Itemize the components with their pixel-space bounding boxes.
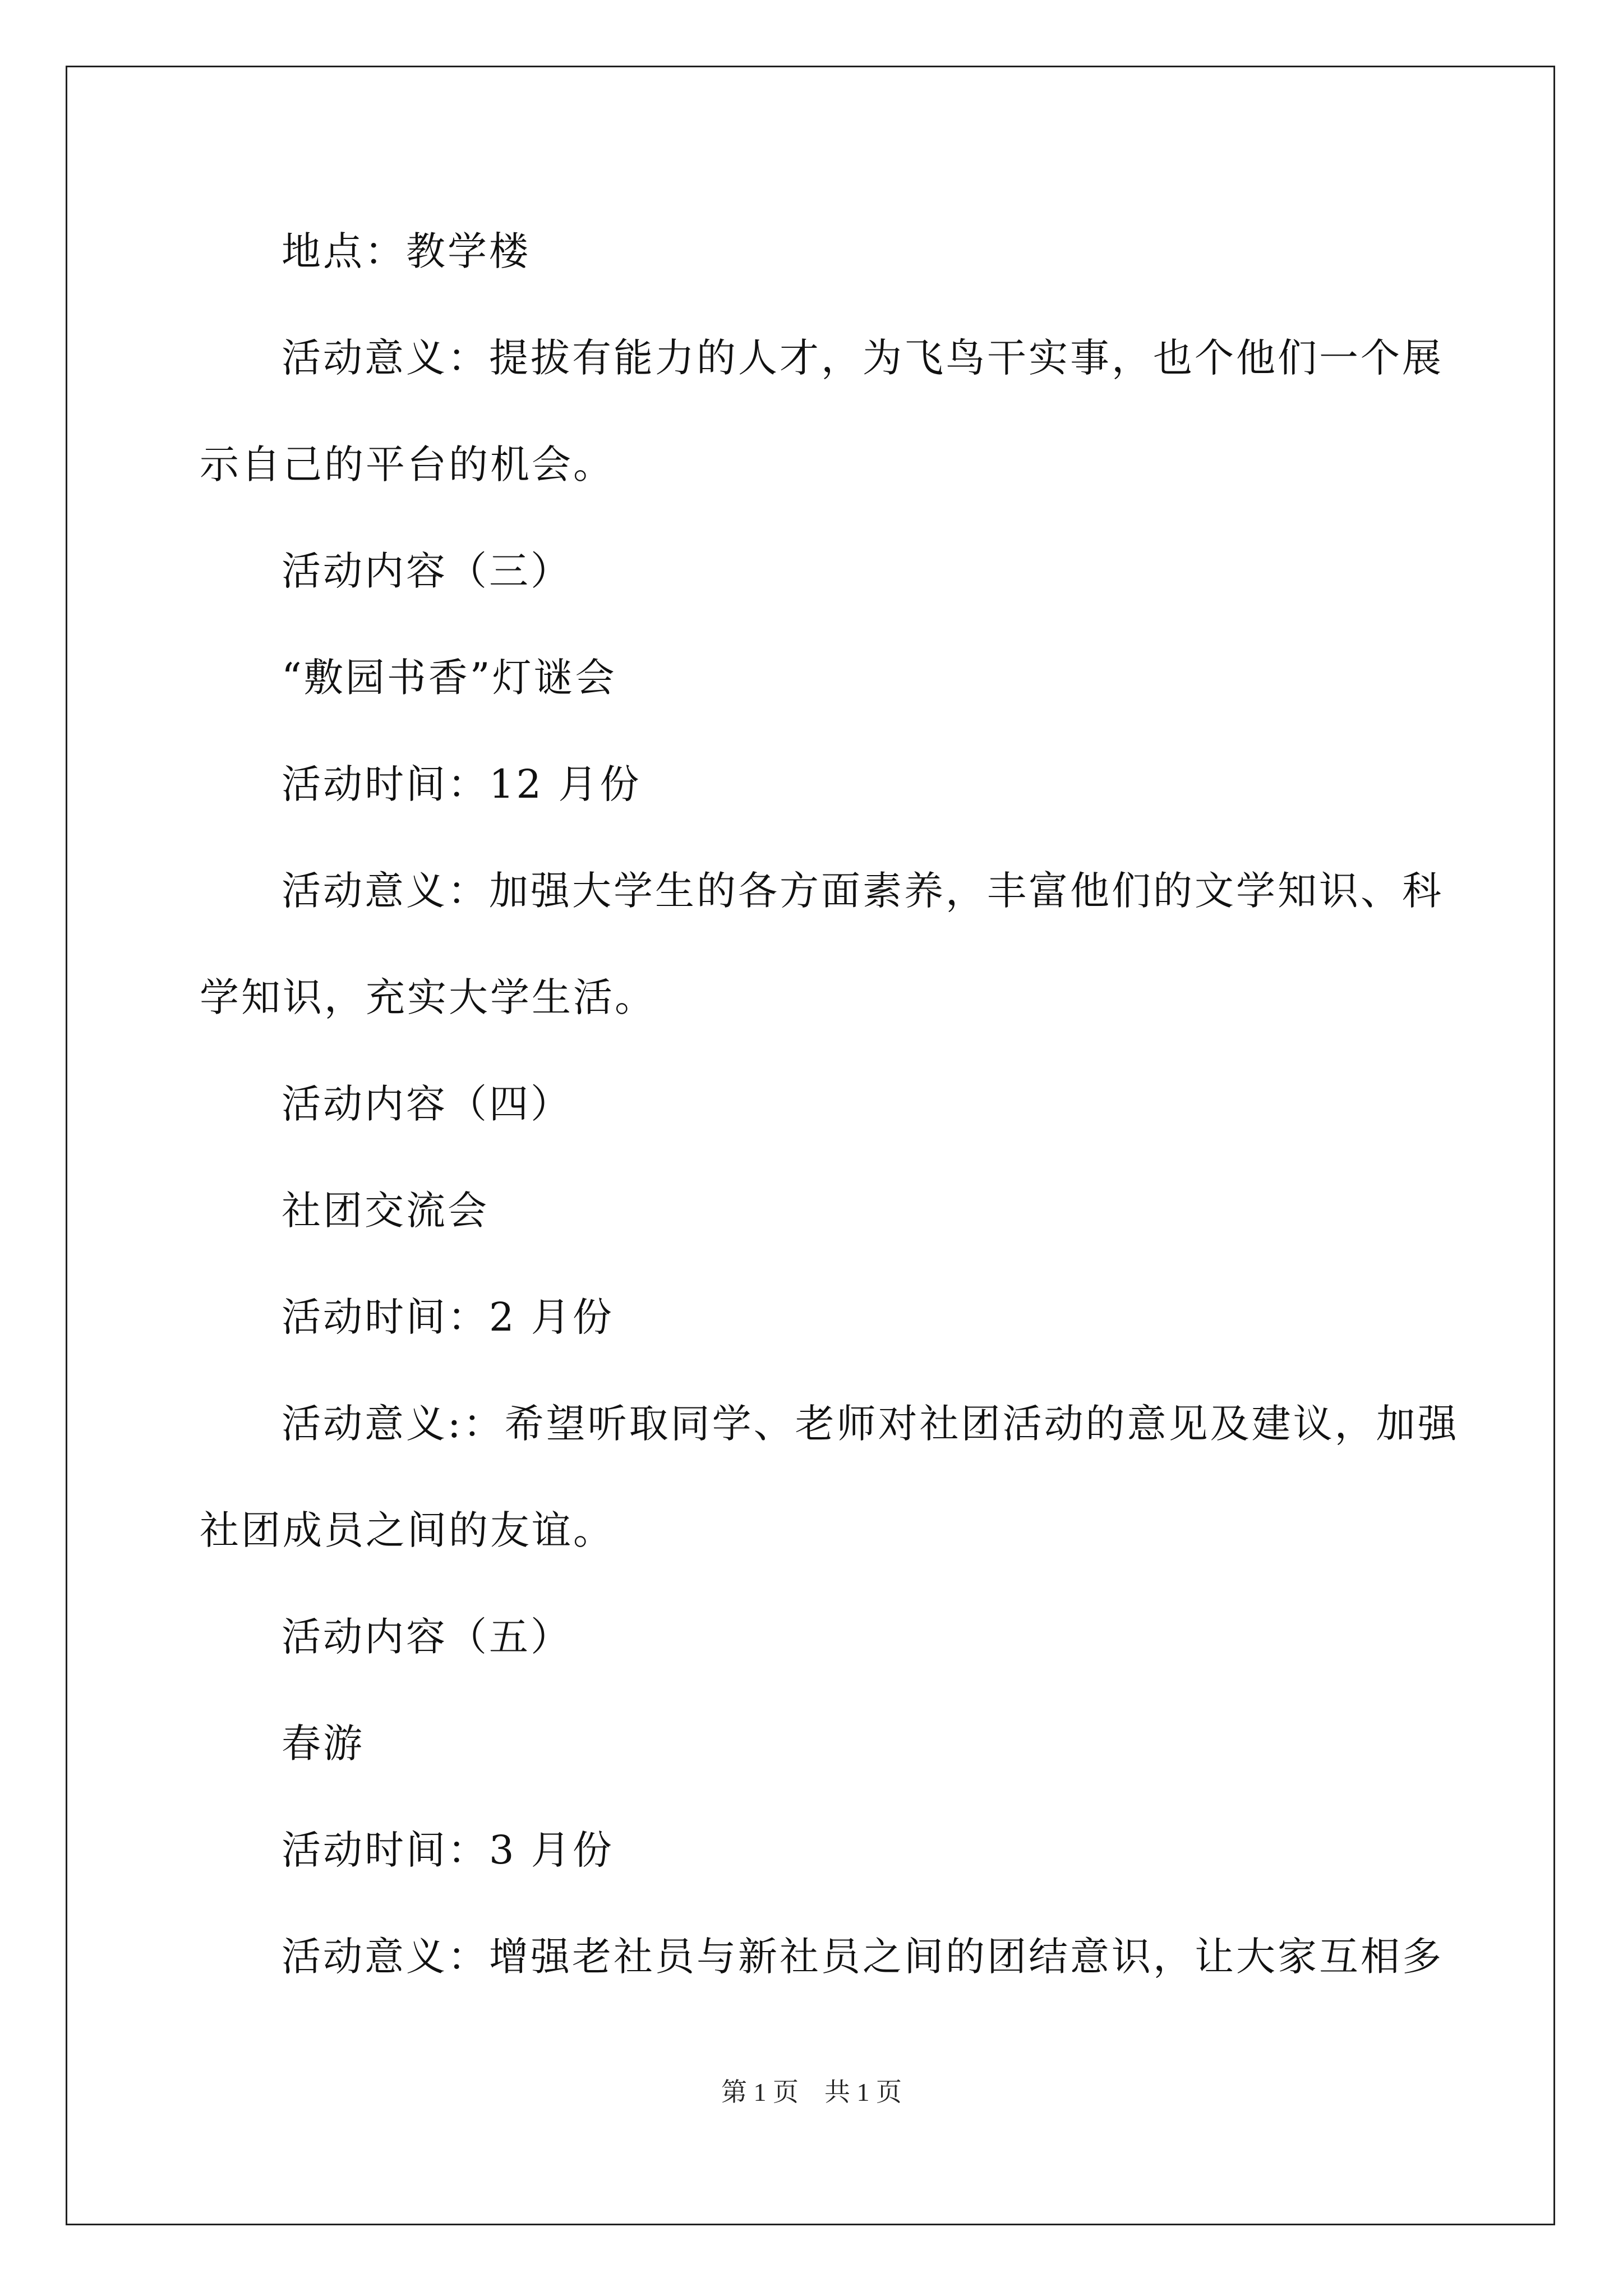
- paragraph-line: 活动意义：提拔有能力的人才，为飞鸟干实事，也个他们一个展: [282, 335, 1444, 381]
- paragraph-line: 活动时间：12 月份: [282, 761, 642, 807]
- paragraph-line: 地点：教学楼: [282, 228, 531, 274]
- page-number-footer: 第 1 页 共 1 页: [721, 2078, 902, 2106]
- paragraph-line: 活动内容（三）: [282, 548, 572, 594]
- paragraph-line: 春游: [282, 1720, 365, 1766]
- paragraph-line: 活动时间：2 月份: [282, 1294, 614, 1340]
- paragraph-line: 活动意义：加强大学生的各方面素养，丰富他们的文学知识、科: [282, 868, 1444, 914]
- paragraph-line: 社团交流会: [282, 1188, 489, 1234]
- paragraph-line: 活动内容（五）: [282, 1614, 572, 1660]
- paragraph-line: 社团成员之间的友谊。: [200, 1507, 615, 1553]
- paragraph-line: 活动内容（四）: [282, 1081, 572, 1127]
- paragraph-line: 活动意义:：希望听取同学、老师对社团活动的意见及建议，加强: [282, 1401, 1459, 1447]
- paragraph-line: 活动时间：3 月份: [282, 1827, 614, 1873]
- page-border: [66, 66, 1555, 2225]
- paragraph-line: “敷园书香”灯谜会: [282, 655, 617, 701]
- paragraph-line: 活动意义：增强老社员与新社员之间的团结意识，让大家互相多: [282, 1934, 1444, 1980]
- paragraph-line: 学知识，充实大学生活。: [200, 974, 656, 1020]
- paragraph-line: 示自己的平台的机会。: [200, 441, 615, 487]
